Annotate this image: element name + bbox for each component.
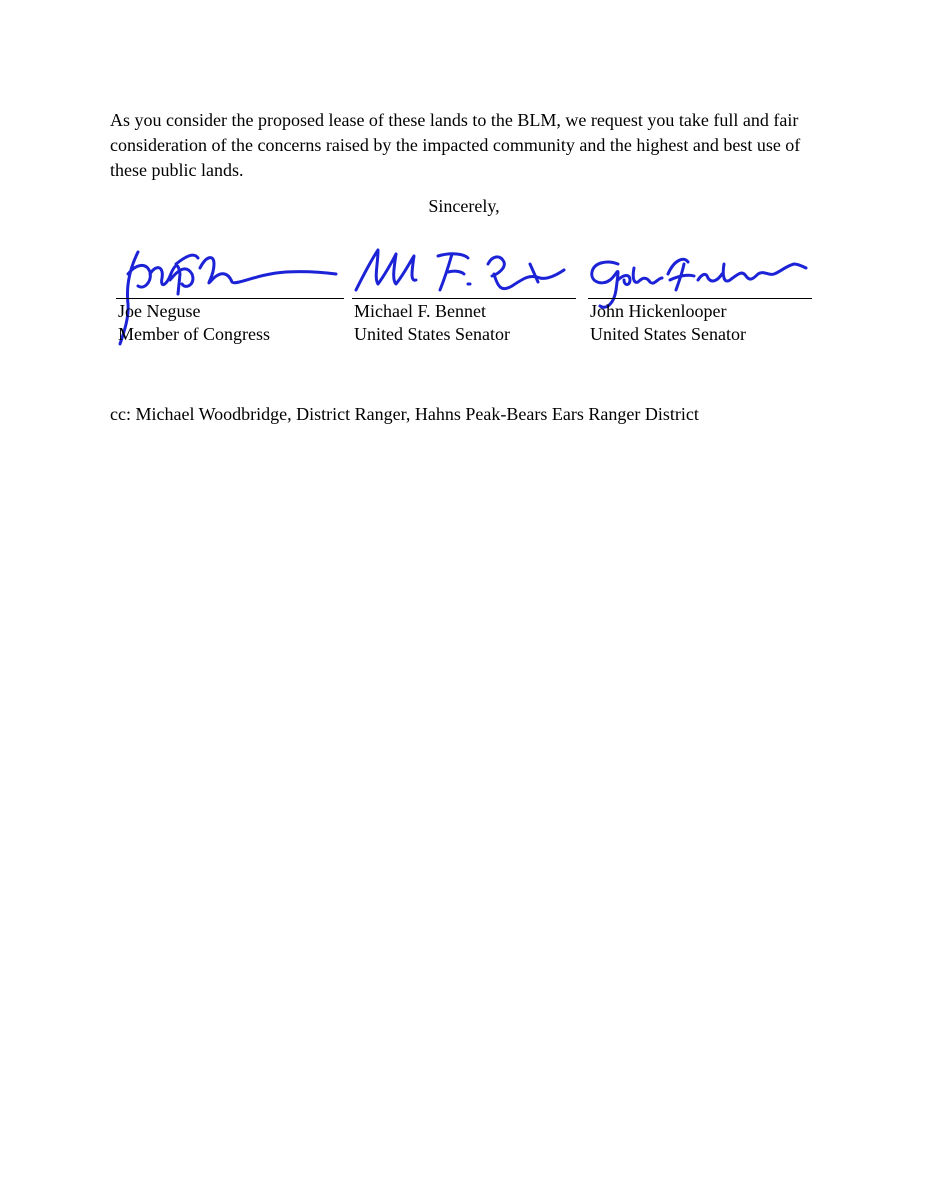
signatory-title: United States Senator <box>590 324 746 344</box>
signatory-name: Michael F. Bennet <box>354 301 487 321</box>
body-paragraph: As you consider the proposed lease of these lands to the BLM, we request you take full and fair consideration of the concerns raised by the impacted community and the highest and best use of these public lands. <box>110 110 801 180</box>
signature-block-bennet <box>352 234 576 354</box>
signature-block-hickenlooper <box>588 234 812 354</box>
signature-line <box>352 298 576 299</box>
signatory-title: Member of Congress <box>118 324 270 344</box>
cc-line: cc: Michael Woodbridge, District Ranger, Hahns Peak-Bears Ears Ranger District <box>110 404 699 424</box>
signature-line <box>588 298 812 299</box>
signatory-name: Joe Neguse <box>118 301 201 321</box>
signature-stroke <box>356 250 564 290</box>
signature-block-neguse <box>116 234 344 354</box>
signatory-name: John Hickenlooper <box>590 301 727 321</box>
signatory-title: United States Senator <box>354 324 510 344</box>
closing-salutation: Sincerely, <box>428 196 500 216</box>
signature-line <box>116 298 344 299</box>
